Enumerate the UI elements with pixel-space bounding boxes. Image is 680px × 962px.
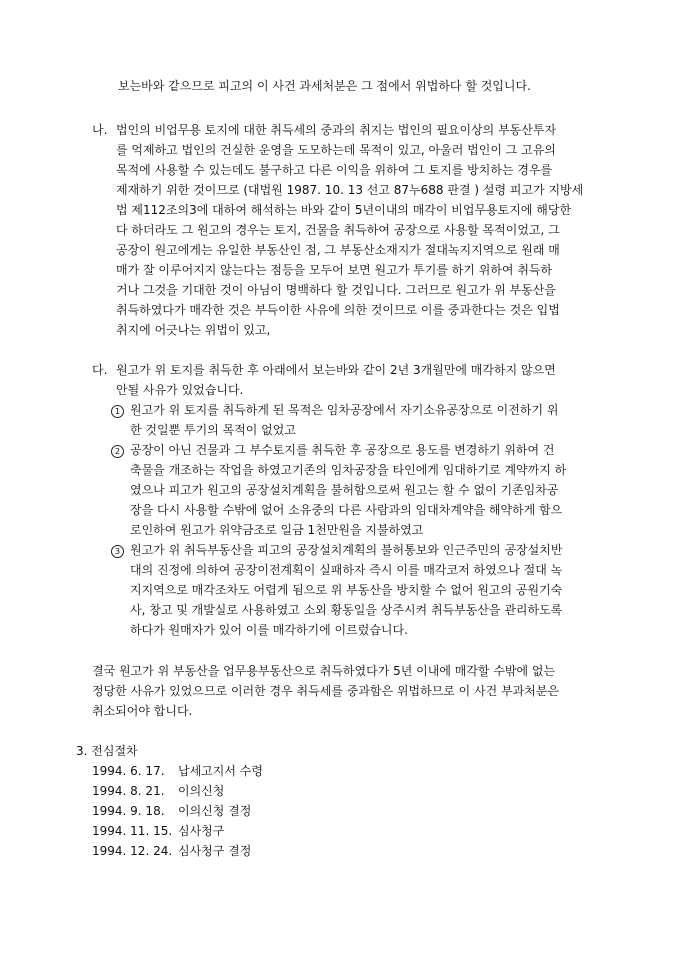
item-line: 였으나 피고가 원고의 공장설치계획을 불허함으로써 원고는 할 수 없이 기존임차공 <box>130 483 559 497</box>
item-number-badge: 2 <box>111 445 124 458</box>
item-line: 로인하여 원고가 위약금조로 일금 1천만원을 지불하였고 <box>130 523 424 537</box>
item-line: 장을 다시 사용할 수밖에 없어 소유중의 다른 사람과의 임대차계약을 해약하게 함으 <box>130 503 563 517</box>
section-na-line: 다 하더라도 그 원고의 경우는 토지, 건물을 취득하여 공장으로 사용할 목적이었고, 그 <box>116 223 560 237</box>
item-line: 하다가 원매자가 있어 이를 매각하기에 이르렀습니다. <box>130 623 408 637</box>
section-na-line: 제재하기 위한 것이므로 (대법원 1987. 10. 13 선고 87누688 판결 ) 설령 피고가 지방세 <box>116 183 584 197</box>
intro-line: 보는바와 같으므로 피고의 이 사건 과세처분은 그 점에서 위법하다 할 것입니다. <box>118 79 531 93</box>
section-da-marker: 다. <box>92 363 108 377</box>
section-na-line: 를 억제하고 법인의 건실한 운영을 도모하는데 목적이 있고, 아울러 법인이 그 고유의 <box>116 143 556 157</box>
item-line: 축물을 개조하는 작업을 하였고기존의 임차공장을 타인에게 임대하기로 계약까지 하 <box>130 463 567 477</box>
procedure-date: 1994. 11. 15. <box>92 824 173 838</box>
procedure-event: 심사청구 <box>178 824 225 838</box>
procedure-date: 1994. 9. 18. <box>92 804 165 818</box>
section-na-line: 취득하였다가 매각한 것은 부득이한 사유에 의한 것이므로 이를 중과한다는 것은 입법 <box>116 303 560 317</box>
section-na-marker: 나. <box>92 123 108 137</box>
item-number-badge: 1 <box>111 405 124 418</box>
procedure-event: 이의신청 결정 <box>178 804 252 818</box>
section-na-line: 공장이 원고에게는 유일한 부동산인 점, 그 부동산소재지가 절대녹지지역으로 원래 매 <box>116 243 560 257</box>
procedure-date: 1994. 6. 17. <box>92 764 165 778</box>
section-na-line: 법 제112조의3에 대하여 해석하는 바와 같이 5년이내의 매각이 비업무용토지에 해당한 <box>116 203 572 217</box>
section-na-line: 법인의 비업무용 토지에 대한 취득세의 중과의 취지는 법인의 필요이상의 부동산투자 <box>116 123 557 137</box>
section-na-line: 목적에 사용할 수 있는데도 불구하고 다른 이익을 위하여 그 토지를 방치하는 경우를 <box>116 163 553 177</box>
procedure-event: 이의신청 <box>178 784 225 798</box>
procedure-event: 심사청구 결정 <box>178 844 252 858</box>
item-line: 지지역으로 매각조차도 어렵게 됨으로 위 부동산을 방치할 수 없어 원고의 공원기숙 <box>130 583 563 597</box>
section-na-line: 매가 잘 이루어지지 않는다는 점등을 모두어 보면 원고가 투기를 하기 위하여 취득하 <box>116 263 553 277</box>
item-line: 공장이 아닌 건물과 그 부수토지를 취득한 후 공장으로 용도를 변경하기 위하여 건 <box>130 443 555 457</box>
procedure-date: 1994. 12. 24. <box>92 844 173 858</box>
item-number-badge: 3 <box>111 545 124 558</box>
item-line: 사, 창고 및 개발실로 사용하였고 소외 황동일을 상주시켜 취득부동산을 관리하도록 <box>130 603 563 617</box>
item-line: 대의 진정에 의하여 공장이전계획이 실패하자 즉시 이를 매각코저 하였으나 절대 녹 <box>130 563 563 577</box>
procedure-date: 1994. 8. 21. <box>92 784 165 798</box>
section-na-line: 취지에 어긋나는 위법이 있고, <box>116 323 271 337</box>
section-da-line: 원고가 위 토지를 취득한 후 아래에서 보는바와 같이 2년 3개월만에 매각하지 않으면 <box>116 363 556 377</box>
conclusion-line: 취소되어야 합니다. <box>92 704 193 718</box>
procedure-heading: 3. 전심절차 <box>76 744 138 758</box>
item-line: 원고가 위 취득부동산을 피고의 공장설치계획의 불허통보와 인근주민의 공장설치반 <box>130 543 563 557</box>
section-da-line: 안될 사유가 있었습니다. <box>116 383 244 397</box>
item-line: 원고가 위 토지를 취득하게 된 목적은 임차공장에서 자기소유공장으로 이전하기 위 <box>130 403 559 417</box>
conclusion-line: 결국 원고가 위 부동산을 업무용부동산으로 취득하였다가 5년 이내에 매각할 수밖에 없는 <box>92 664 556 678</box>
item-line: 한 것일뿐 투기의 목적이 없었고 <box>130 423 296 437</box>
section-na-line: 거나 그것을 기대한 것이 아님이 명백하다 할 것입니다. 그러므로 원고가 위 부동산을 <box>116 283 556 297</box>
conclusion-line: 정당한 사유가 있었으므로 이러한 경우 취득세를 중과함은 위법하므로 이 사건 부과처분은 <box>92 684 560 698</box>
procedure-event: 납세고지서 수령 <box>178 764 263 778</box>
